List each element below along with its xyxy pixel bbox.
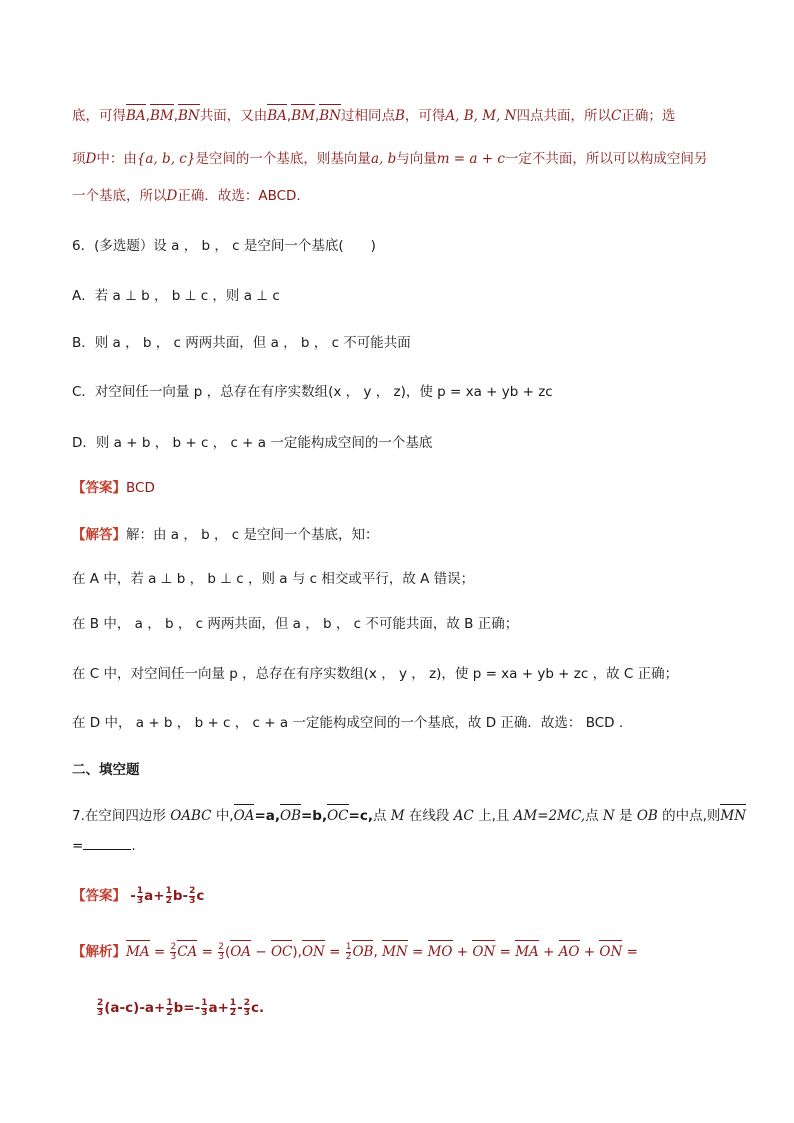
vector-mn: MN (720, 808, 747, 824)
vector-ob: OB (352, 944, 374, 960)
intro-line-1: 底，可得BA,BM,BN共面，又由BA,BM,BN过相同点B，可得A, B, M, N四点共面，所以C正确；选 (72, 108, 676, 124)
fraction (166, 999, 172, 1018)
text: 7.在空间四边形 (72, 808, 166, 824)
vector-oc: OC (270, 944, 293, 960)
vector-ba: BA (267, 108, 287, 124)
numerator: 1 (165, 885, 172, 896)
text: 是 (619, 808, 633, 824)
fraction (201, 999, 207, 1018)
text: + (579, 944, 600, 960)
text: ，可得 (404, 108, 446, 124)
text: = (407, 944, 428, 960)
text: . (131, 838, 136, 854)
segment-ob: OB (636, 808, 658, 824)
fraction (346, 943, 352, 962)
q7-analysis-line-1 (72, 942, 722, 962)
text: 上,且 (478, 808, 510, 824)
denominator: 3 (201, 1007, 208, 1018)
text: 正确；选 (621, 108, 676, 124)
numerator: 2 (218, 941, 224, 952)
text: = (622, 944, 638, 960)
vector-ma: MA (126, 944, 150, 960)
text: 正确．故选：ABCD. (177, 188, 301, 204)
text: c (196, 888, 205, 904)
solution-text: 解：由 a ， b ， c 是空间一个基底，知： (126, 527, 379, 543)
text: 共面，又由 (199, 108, 268, 124)
vector-oa: OA (233, 808, 255, 824)
numerator: 2 (243, 997, 251, 1008)
q7-answer (72, 886, 722, 906)
text: 中, (215, 808, 234, 824)
vector-on: ON (472, 944, 496, 960)
text: a+ (208, 1000, 229, 1016)
text: 一定不共面，所以可以构成空间另 (504, 151, 708, 167)
vector-ao: AO (558, 944, 580, 960)
denominator: 3 (243, 1007, 251, 1018)
fraction (244, 999, 250, 1018)
text: 是空间的一个基底，则基向量 (195, 151, 371, 167)
vector-on: ON (301, 944, 325, 960)
text: , (373, 944, 383, 960)
vector-ob: OB (280, 808, 301, 824)
answer-expression (130, 885, 205, 906)
vector-on: ON (599, 944, 623, 960)
text: + (538, 944, 559, 960)
text: 的中点,则 (662, 808, 721, 824)
q6-solution-c: 在 C 中，对空间任一向量 p ，总存在有序实数组(x ， y ， z)，使 p = xa + yb + zc ，故 C 正确； (72, 666, 679, 682)
denominator: 3 (136, 895, 144, 906)
point-n: N (602, 808, 615, 824)
text: 过相同点 (341, 108, 395, 124)
answer-blank (83, 837, 131, 850)
answer-tag: 【答案】 (72, 480, 126, 496)
point-b: B (395, 108, 405, 124)
q6-option-c: C．对空间任一向量 p ，总存在有序实数组(x ， y ， z)，使 p = xa + yb + zc (72, 384, 553, 400)
text: b=- (173, 1000, 201, 1016)
text: - (237, 1000, 243, 1016)
text: - (130, 888, 136, 904)
q6-option-b: B．则 a ， b ， c 两两共面，但 a ， b ， c 不可能共面 (72, 335, 411, 351)
vector-bn: BN (178, 108, 200, 124)
vector-ma: MA (515, 944, 539, 960)
vector-oa: OA (230, 944, 252, 960)
basis-set: {a, b, c} (136, 151, 196, 167)
solution-tag: 【解答】 (72, 527, 126, 543)
text: =b, (301, 808, 328, 824)
fraction (218, 943, 224, 962)
denominator: 2 (345, 951, 352, 962)
denominator: 3 (170, 951, 177, 962)
fraction (166, 887, 172, 906)
vector-bm: BM (149, 108, 174, 124)
fraction (230, 999, 236, 1018)
q6-solution-a: 在 A 中，若 a ⊥ b ， b ⊥ c ，则 a 与 c 相交或平行，故 A 错误； (72, 571, 475, 587)
fraction (170, 943, 176, 962)
text: + (452, 944, 473, 960)
option-d-ref: D (166, 188, 178, 204)
text: 四点共面，所以 (516, 108, 611, 124)
vector-oc: OC (327, 808, 349, 824)
text: b- (172, 888, 189, 904)
text: 项 (72, 151, 86, 167)
answer-tag: 【答案】 (72, 888, 126, 904)
condition: AM=2MC, (513, 808, 586, 824)
vector-ba: BA (126, 108, 146, 124)
denominator: 2 (229, 1007, 237, 1018)
text: (a-c)-a+ (104, 1000, 166, 1016)
section-title: 二、填空题 (72, 762, 140, 778)
answer-value: BCD (126, 480, 155, 496)
fraction (97, 999, 103, 1018)
q7-stem-line-2 (72, 836, 722, 856)
text: c. (251, 1000, 265, 1016)
numerator: 1 (345, 941, 352, 952)
text: ( (224, 944, 231, 960)
vector-m-expr: m = a + c (436, 151, 505, 167)
vector-ca: CA (177, 944, 198, 960)
text: 与向量 (396, 151, 437, 167)
segment-ac: AC (453, 808, 474, 824)
text: =c, (348, 808, 373, 824)
text: a+ (144, 888, 165, 904)
q6-option-a: A．若 a ⊥ b ， b ⊥ c ，则 a ⊥ c (72, 288, 280, 304)
numerator: 2 (189, 885, 196, 896)
text: 点 (585, 808, 599, 824)
points: A, B, M, N (445, 108, 517, 124)
intro-line-3 (72, 186, 722, 206)
q6-solution-intro (72, 525, 722, 545)
text: = (495, 944, 516, 960)
numerator: 2 (97, 997, 104, 1008)
numerator: 1 (229, 997, 237, 1008)
vector-mn: MN (382, 944, 408, 960)
quad-oabc: OABC (170, 808, 212, 824)
fraction (137, 887, 143, 906)
q6-answer (72, 478, 722, 498)
point-m: M (390, 808, 405, 824)
text: = (72, 838, 84, 854)
text: 底，可得 (72, 108, 126, 124)
option-d-ref: D (85, 151, 97, 167)
vectors-ab: a, b (370, 151, 397, 167)
denominator: 3 (97, 1007, 104, 1018)
option-c-ref: C (610, 108, 622, 124)
vector-bn: BN (319, 108, 341, 124)
text: = (324, 944, 345, 960)
denominator: 3 (189, 895, 196, 906)
q6-solution-b: 在 B 中， a ， b ， c 两两共面，但 a ， b ， c 不可能共面，故 B 正确； (72, 616, 519, 632)
text: 点 (372, 808, 387, 824)
vector-mo: MO (427, 944, 453, 960)
q6-stem: 6．(多选题）设 a ， b ， c 是空间一个基底( ) (72, 238, 376, 254)
text: =a, (254, 808, 280, 824)
numerator: 1 (201, 997, 208, 1008)
numerator: 2 (170, 941, 177, 952)
denominator: 3 (218, 951, 224, 962)
denominator: 2 (166, 1007, 173, 1018)
q6-solution-d: 在 D 中， a + b ， b + c ， c + a 一定能构成空间的一个基底，故 D 正确．故选： BCD . (72, 715, 624, 731)
text: 在线段 (408, 808, 450, 824)
intro-line-2 (72, 149, 722, 169)
fraction (189, 887, 195, 906)
text: ), (292, 944, 302, 960)
text: − (251, 944, 271, 960)
text: = (149, 944, 170, 960)
q7-analysis-line-2 (96, 998, 746, 1018)
denominator: 2 (165, 895, 172, 906)
analysis-tag: 【解析】 (72, 944, 126, 960)
text: 中：由 (96, 151, 137, 167)
q6-option-d: D．则 a + b ， b + c ， c + a 一定能构成空间的一个基底 (72, 435, 433, 451)
vector-bm: BM (291, 108, 315, 124)
q7-stem-line-1 (72, 806, 747, 826)
text: = (197, 944, 218, 960)
numerator: 1 (166, 997, 173, 1008)
text: 一个基底，所以 (72, 188, 167, 204)
numerator: 1 (136, 885, 144, 896)
